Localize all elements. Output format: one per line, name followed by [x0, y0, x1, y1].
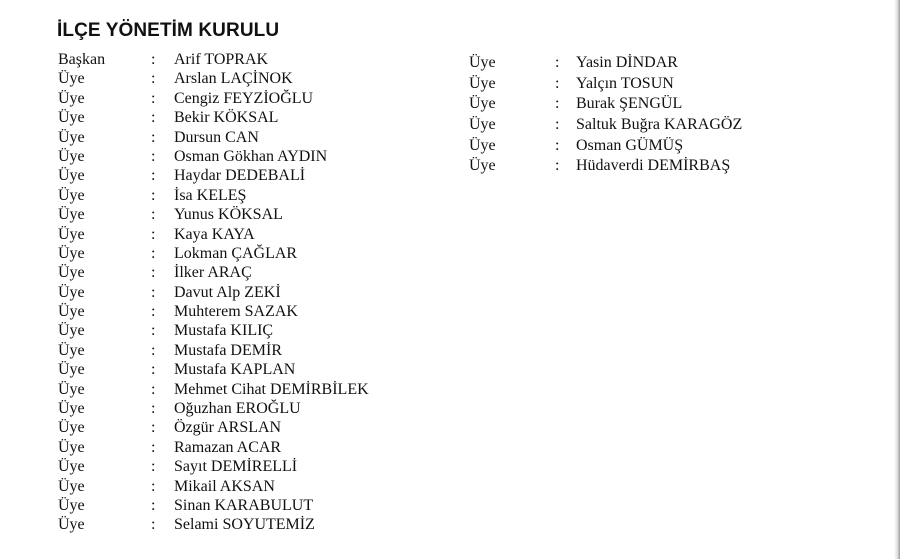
role-separator: : — [151, 225, 156, 243]
member-role: Üye — [469, 157, 496, 175]
member-name: Burak ŞENGÜL — [576, 95, 683, 113]
member-name: Ramazan ACAR — [174, 438, 282, 456]
member-name: Yasin DİNDAR — [576, 54, 678, 71]
member-role: Üye — [58, 458, 85, 476]
member-name: Lokman ÇAĞLAR — [174, 244, 298, 262]
member-role: Üye — [58, 496, 85, 514]
member-role: Üye — [469, 95, 496, 113]
member-role: Üye — [469, 136, 496, 154]
member-name: Bekir KÖKSAL — [174, 109, 279, 127]
member-role: Üye — [58, 361, 85, 379]
member-role: Üye — [58, 128, 85, 146]
member-role: Üye — [469, 116, 496, 134]
member-role: Üye — [58, 341, 85, 359]
role-separator: : — [555, 74, 560, 92]
role-separator: : — [151, 458, 156, 476]
document-title: İLÇE YÖNETİM KURULU — [57, 20, 280, 41]
member-name: Cengiz FEYZİOĞLU — [174, 89, 314, 107]
member-role: Üye — [58, 477, 85, 495]
member-role: Üye — [58, 419, 85, 437]
member-role: Üye — [58, 186, 85, 204]
member-role: Üye — [58, 109, 85, 127]
member-name: Yalçın TOSUN — [576, 74, 674, 92]
member-name: Yunus KÖKSAL — [174, 206, 283, 224]
role-separator: : — [151, 206, 156, 224]
role-separator: : — [151, 283, 156, 301]
role-separator: : — [151, 322, 156, 340]
role-separator: : — [151, 128, 156, 146]
member-name: İsa KELEŞ — [174, 186, 247, 204]
role-separator: : — [151, 341, 156, 359]
role-separator: : — [151, 380, 156, 398]
member-name: Davut Alp ZEKİ — [174, 283, 281, 301]
role-separator: : — [151, 496, 156, 514]
role-separator: : — [555, 116, 560, 134]
member-role: Üye — [58, 89, 85, 107]
role-separator: : — [151, 477, 156, 495]
role-separator: : — [151, 303, 156, 321]
member-role: Üye — [58, 206, 85, 224]
member-role: Üye — [58, 303, 85, 321]
role-separator: : — [151, 264, 156, 282]
member-name: Haydar DEDEBALİ — [174, 167, 306, 185]
member-name: Osman Gökhan AYDIN — [174, 147, 328, 165]
role-separator: : — [151, 167, 156, 185]
member-name: Osman GÜMÜŞ — [576, 136, 684, 154]
member-name: Kaya KAYA — [174, 225, 255, 243]
role-separator: : — [151, 51, 156, 68]
member-role: Üye — [58, 380, 85, 398]
member-name: Özgür ARSLAN — [174, 419, 282, 437]
member-role: Üye — [469, 74, 496, 92]
member-name: Saltuk Buğra KARAGÖZ — [576, 116, 743, 134]
role-separator: : — [555, 54, 560, 71]
member-role: Üye — [58, 244, 85, 262]
role-separator: : — [555, 95, 560, 113]
role-separator: : — [151, 89, 156, 107]
member-name: Mehmet Cihat DEMİRBİLEK — [174, 380, 369, 398]
member-name: Mikail AKSAN — [174, 477, 275, 495]
member-role: Üye — [58, 438, 85, 456]
role-separator: : — [151, 516, 156, 534]
member-name: Hüdaverdi DEMİRBAŞ — [576, 157, 731, 175]
member-role: Üye — [58, 516, 85, 534]
member-role: Üye — [58, 264, 85, 282]
member-name: Dursun CAN — [174, 128, 259, 146]
role-separator: : — [151, 361, 156, 379]
member-role: Üye — [58, 225, 85, 243]
page-edge-shadow — [894, 0, 900, 559]
member-role: Üye — [58, 147, 85, 165]
member-name: Mustafa KAPLAN — [174, 361, 296, 379]
role-separator: : — [151, 438, 156, 456]
member-name: Arslan LAÇİNOK — [174, 70, 293, 88]
member-name: Muhterem SAZAK — [174, 303, 298, 321]
member-name: Mustafa KILIÇ — [174, 322, 274, 340]
member-name: Arif TOPRAK — [174, 51, 269, 68]
member-role: Üye — [58, 322, 85, 340]
member-role: Üye — [58, 167, 85, 185]
member-name: Oğuzhan EROĞLU — [174, 400, 301, 418]
role-separator: : — [151, 186, 156, 204]
role-separator: : — [151, 70, 156, 88]
role-separator: : — [151, 400, 156, 418]
role-separator: : — [555, 157, 560, 175]
member-name: İlker ARAÇ — [174, 264, 252, 282]
member-role: Başkan — [58, 51, 106, 68]
role-separator: : — [151, 419, 156, 437]
member-role: Üye — [58, 400, 85, 418]
member-role: Üye — [469, 54, 496, 71]
role-separator: : — [555, 136, 560, 154]
member-name: Sinan KARABULUT — [174, 496, 314, 514]
member-role: Üye — [58, 283, 85, 301]
member-name: Mustafa DEMİR — [174, 341, 282, 359]
member-name: Sayıt DEMİRELLİ — [174, 458, 298, 476]
role-separator: : — [151, 109, 156, 127]
role-separator: : — [151, 147, 156, 165]
member-name: Selami SOYUTEMİZ — [174, 516, 315, 534]
member-role: Üye — [58, 70, 85, 88]
role-separator: : — [151, 244, 156, 262]
